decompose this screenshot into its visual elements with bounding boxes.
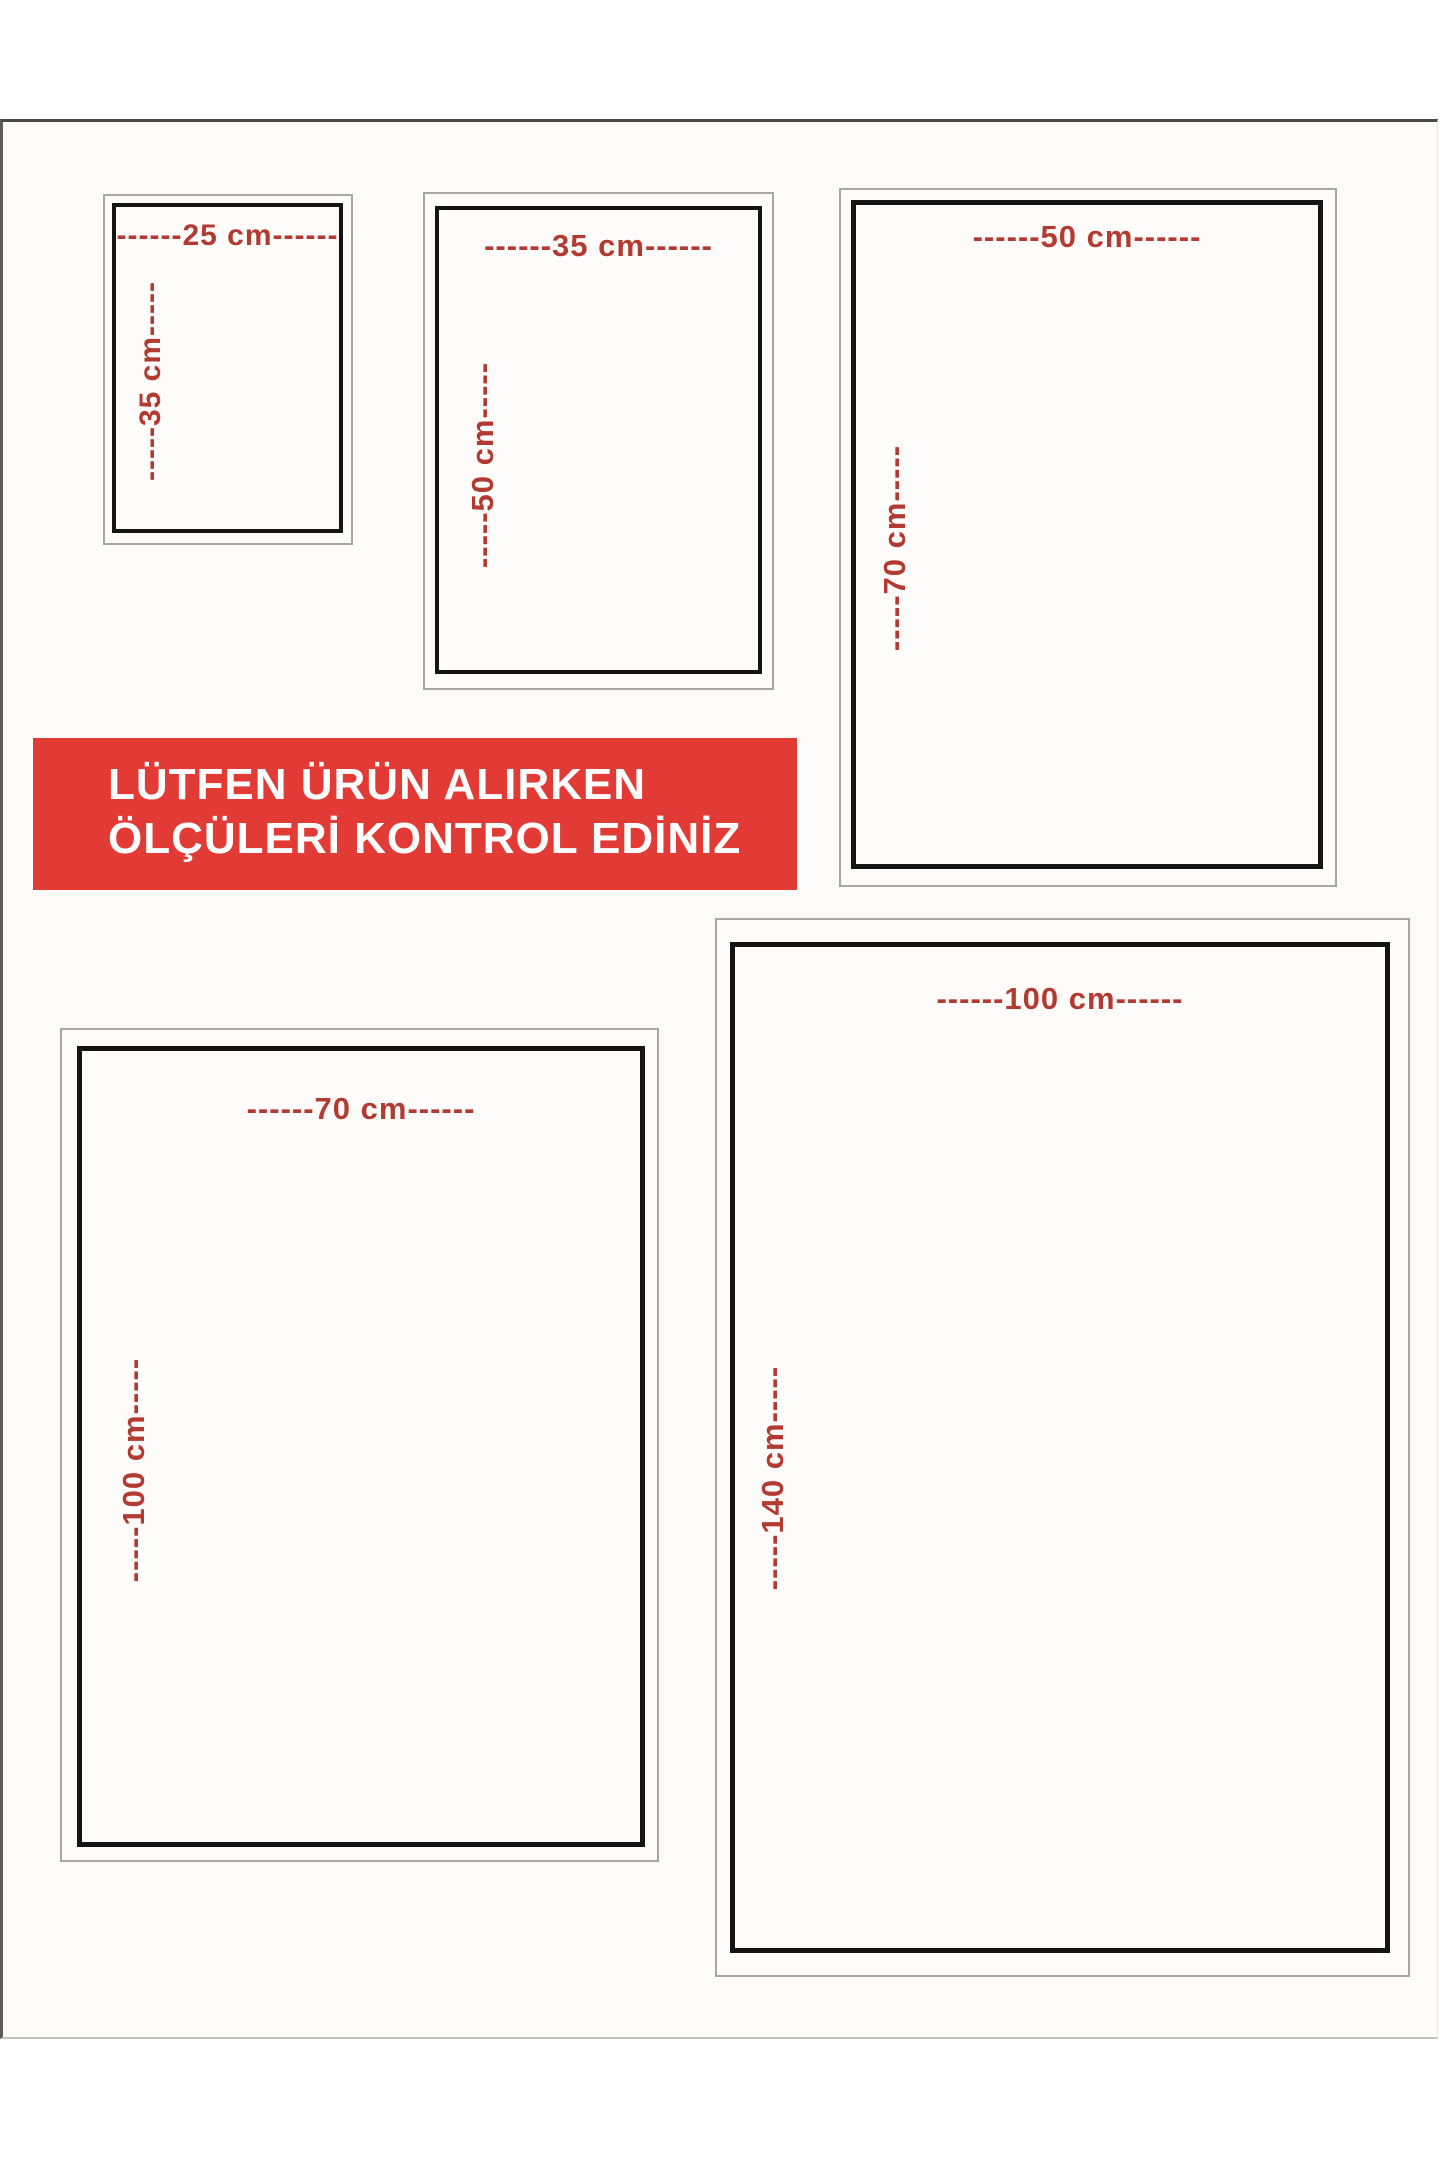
width-dimension-label: ------35 cm------ — [484, 228, 713, 263]
size-box-70x100 — [60, 1028, 659, 1862]
width-dimension-label: ------70 cm------ — [246, 1091, 476, 1126]
size-box-25x35-inner — [112, 203, 343, 533]
warning-banner-line2: ÖLÇÜLERİ KONTROL EDİNİZ — [108, 814, 742, 863]
height-dimension-label: -----140 cm----- — [755, 1365, 790, 1591]
warning-banner — [33, 738, 797, 890]
size-box-35x50-inner — [435, 206, 762, 674]
size-box-50x70 — [839, 188, 1337, 887]
size-box-70x100-inner — [77, 1046, 645, 1847]
width-dimension-label: ------100 cm------ — [936, 981, 1184, 1016]
size-box-35x50 — [423, 192, 774, 690]
size-box-50x70-inner — [851, 200, 1323, 869]
height-dimension-label: -----35 cm----- — [134, 281, 167, 481]
warning-banner-line1: LÜTFEN ÜRÜN ALIRKEN — [108, 760, 646, 809]
size-box-100x140-inner — [730, 942, 1390, 1953]
height-dimension-label: -----50 cm----- — [465, 361, 500, 569]
size-box-25x35 — [103, 194, 353, 545]
width-dimension-label: ------50 cm------ — [972, 219, 1202, 254]
width-dimension-label: ------25 cm------ — [116, 219, 339, 252]
height-dimension-label: -----100 cm----- — [116, 1357, 151, 1583]
height-dimension-label: -----70 cm----- — [877, 444, 912, 652]
size-box-100x140 — [715, 918, 1410, 1977]
